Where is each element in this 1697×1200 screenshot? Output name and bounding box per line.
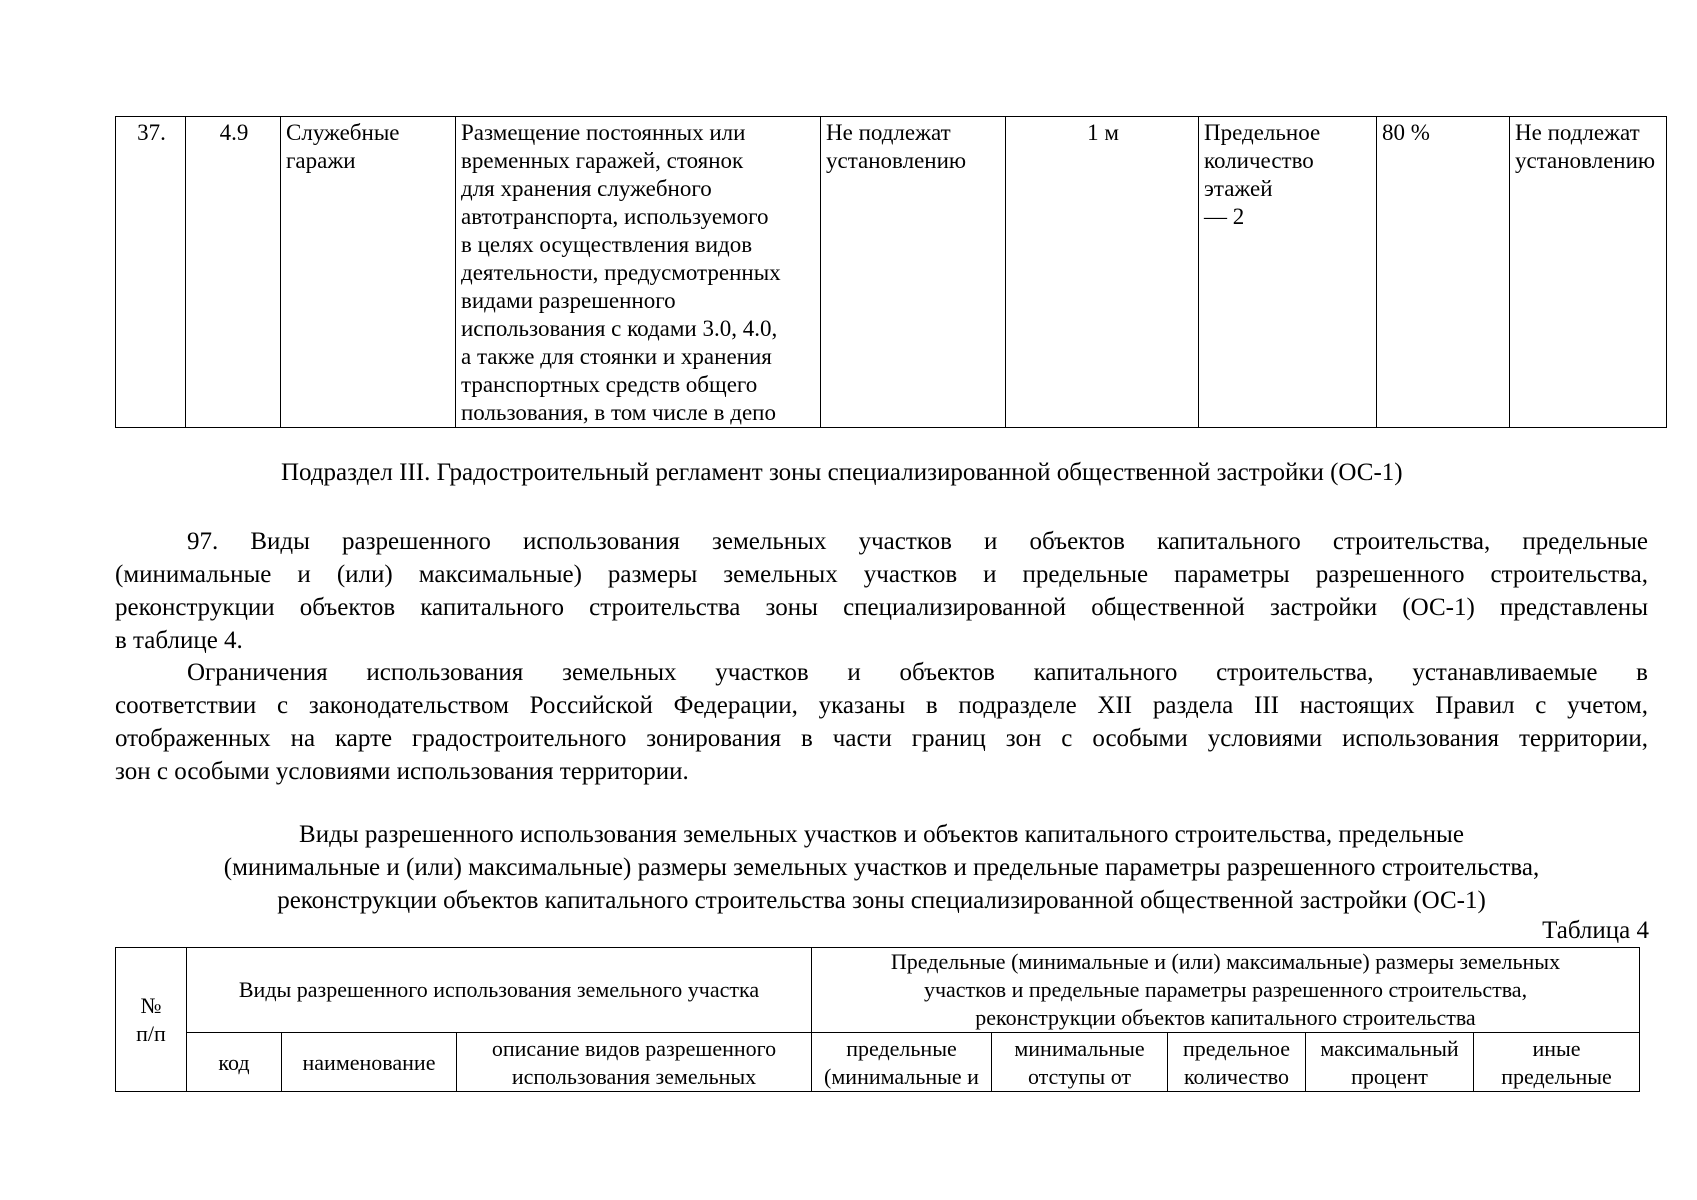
header-floors: предельное количество (1168, 1033, 1306, 1092)
header-code: код (187, 1033, 282, 1092)
header-setback: минимальные отступы от (992, 1033, 1168, 1092)
description-cell: Размещение постоянных или временных гаражей, стоянок для хранения служебного автотранспорта, используемого в целях осуществления видов деятельности, предусмотренных видами разрешенного использования с кодами 3.0, 4.0, а также для стоянки и хранения транспортных средств общего пользования, в том числе в депо (456, 117, 821, 428)
header-description: описание видов разрешенного использования земельных (457, 1033, 812, 1092)
header-num: № п/п (116, 948, 187, 1092)
code-cell: 4.9 (186, 117, 281, 428)
floors-cell: Предельное количество этажей — 2 (1199, 117, 1377, 428)
subsection-title: Подраздел III. Градостроительный регламент зоны специализированной общественной застройки (ОС-1) (281, 459, 1403, 486)
header-other: иные предельные (1474, 1033, 1640, 1092)
paragraph-97: 97. Виды разрешенного использования земельных участков и объектов капитального строительства, предельные (минимальные и (или) максимальные) размеры земельных участков и предельные параметры разрешенного строительства, реконструкции объектов капитального строительства зоны специализированной общественной застройки (ОС-1) представлены в таблице 4. (115, 528, 1648, 654)
header-plot-size: предельные (минимальные и (812, 1033, 992, 1092)
coverage-cell: 80 % (1377, 117, 1510, 428)
header-name: наименование (282, 1033, 457, 1092)
table-caption: Виды разрешенного использования земельных участков и объектов капитального строительства, предельные (минимальные и (или) максимальные) размеры земельных участков и предельные параметры разрешенного строительства, реконструкции объектов капитального строительства зоны специализированной общественной застройки (ОС-1) (223, 821, 1540, 914)
table-label: Таблица 4 (1542, 917, 1649, 944)
row-number-cell: 37. (116, 117, 186, 428)
continued-table (115, 116, 1667, 428)
plot-size-cell: Не подлежат установлению (821, 117, 1006, 428)
other-params-cell: Не подлежат установлению (1510, 117, 1667, 428)
setback-cell: 1 м (1006, 117, 1199, 428)
header-limits: Предельные (минимальные и (или) максимальные) размеры земельных участков и предельные параметры разрешенного строительства, реконструкции объектов капитального строительства (812, 948, 1640, 1033)
table-4-header (115, 947, 1640, 1092)
header-use-types: Виды разрешенного использования земельного участка (187, 948, 812, 1033)
name-cell: Служебные гаражи (281, 117, 456, 428)
header-coverage: максимальный процент (1306, 1033, 1474, 1092)
paragraph-restrictions: Ограничения использования земельных участков и объектов капитального строительства, устанавливаемые в соответствии с законодательством Российской Федерации, указаны в подразделе XII раздела III настоящих Правил с учетом, отображенных на карте градостроительного зонирования в части границ зон с особыми условиями использования территории, зон с особыми условиями использования территории. (115, 659, 1648, 785)
table-row-37 (116, 117, 1667, 428)
header-row-2 (116, 1033, 1640, 1092)
header-row-1 (116, 948, 1640, 1033)
